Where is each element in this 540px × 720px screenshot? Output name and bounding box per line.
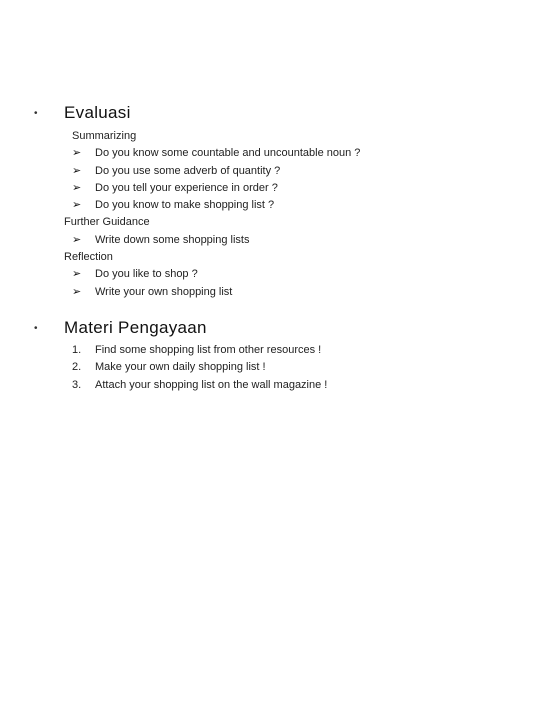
evaluasi-title: Evaluasi	[64, 103, 131, 122]
reflection-item: Do you like to shop ?	[95, 268, 198, 281]
arrow-bullet-icon: ➢	[72, 164, 82, 177]
further-guidance-label: Further Guidance	[64, 216, 150, 229]
pengayaan-item: Make your own daily shopping list !	[95, 361, 266, 374]
item-number: 2.	[72, 361, 82, 374]
evaluasi-section	[0, 102, 540, 301]
list-item	[0, 266, 540, 283]
summarizing-item: Do you know some countable and uncountable noun ?	[95, 147, 361, 160]
summarizing-item: Do you tell your experience in order ?	[95, 181, 278, 194]
list-item	[0, 377, 540, 394]
list-item	[0, 145, 540, 162]
item-number: 1.	[72, 344, 82, 356]
reflection-label: Reflection	[64, 251, 113, 264]
list-item	[0, 359, 540, 376]
list-item	[0, 197, 540, 214]
pengayaan-section	[0, 317, 540, 394]
list-item	[0, 163, 540, 180]
pengayaan-item: Find some shopping list from other resources !	[95, 344, 322, 356]
arrow-bullet-icon: ➢	[72, 181, 82, 194]
bullet-icon: •	[34, 108, 38, 119]
arrow-bullet-icon: ➢	[72, 268, 82, 281]
item-number: 3.	[72, 378, 82, 391]
arrow-bullet-icon: ➢	[72, 285, 82, 298]
summarizing-item: Do you know to make shopping list ?	[95, 199, 275, 212]
arrow-bullet-icon: ➢	[72, 233, 82, 246]
list-item	[0, 232, 540, 249]
list-item	[0, 284, 540, 301]
arrow-bullet-icon: ➢	[72, 147, 82, 160]
pengayaan-item: Attach your shopping list on the wall magazine !	[95, 378, 328, 391]
bullet-icon: •	[34, 323, 38, 334]
reflection-item: Write your own shopping list	[95, 285, 233, 298]
summarizing-label: Summarizing	[72, 130, 137, 142]
arrow-bullet-icon: ➢	[72, 199, 82, 212]
evaluasi-heading-row	[0, 102, 540, 126]
list-item	[0, 342, 540, 359]
further-guidance-item: Write down some shopping lists	[95, 233, 250, 246]
list-item	[0, 180, 540, 197]
pengayaan-title: Materi Pengayaan	[64, 318, 207, 337]
pengayaan-heading-row	[0, 317, 540, 341]
summarizing-item: Do you use some adverb of quantity ?	[95, 164, 281, 177]
